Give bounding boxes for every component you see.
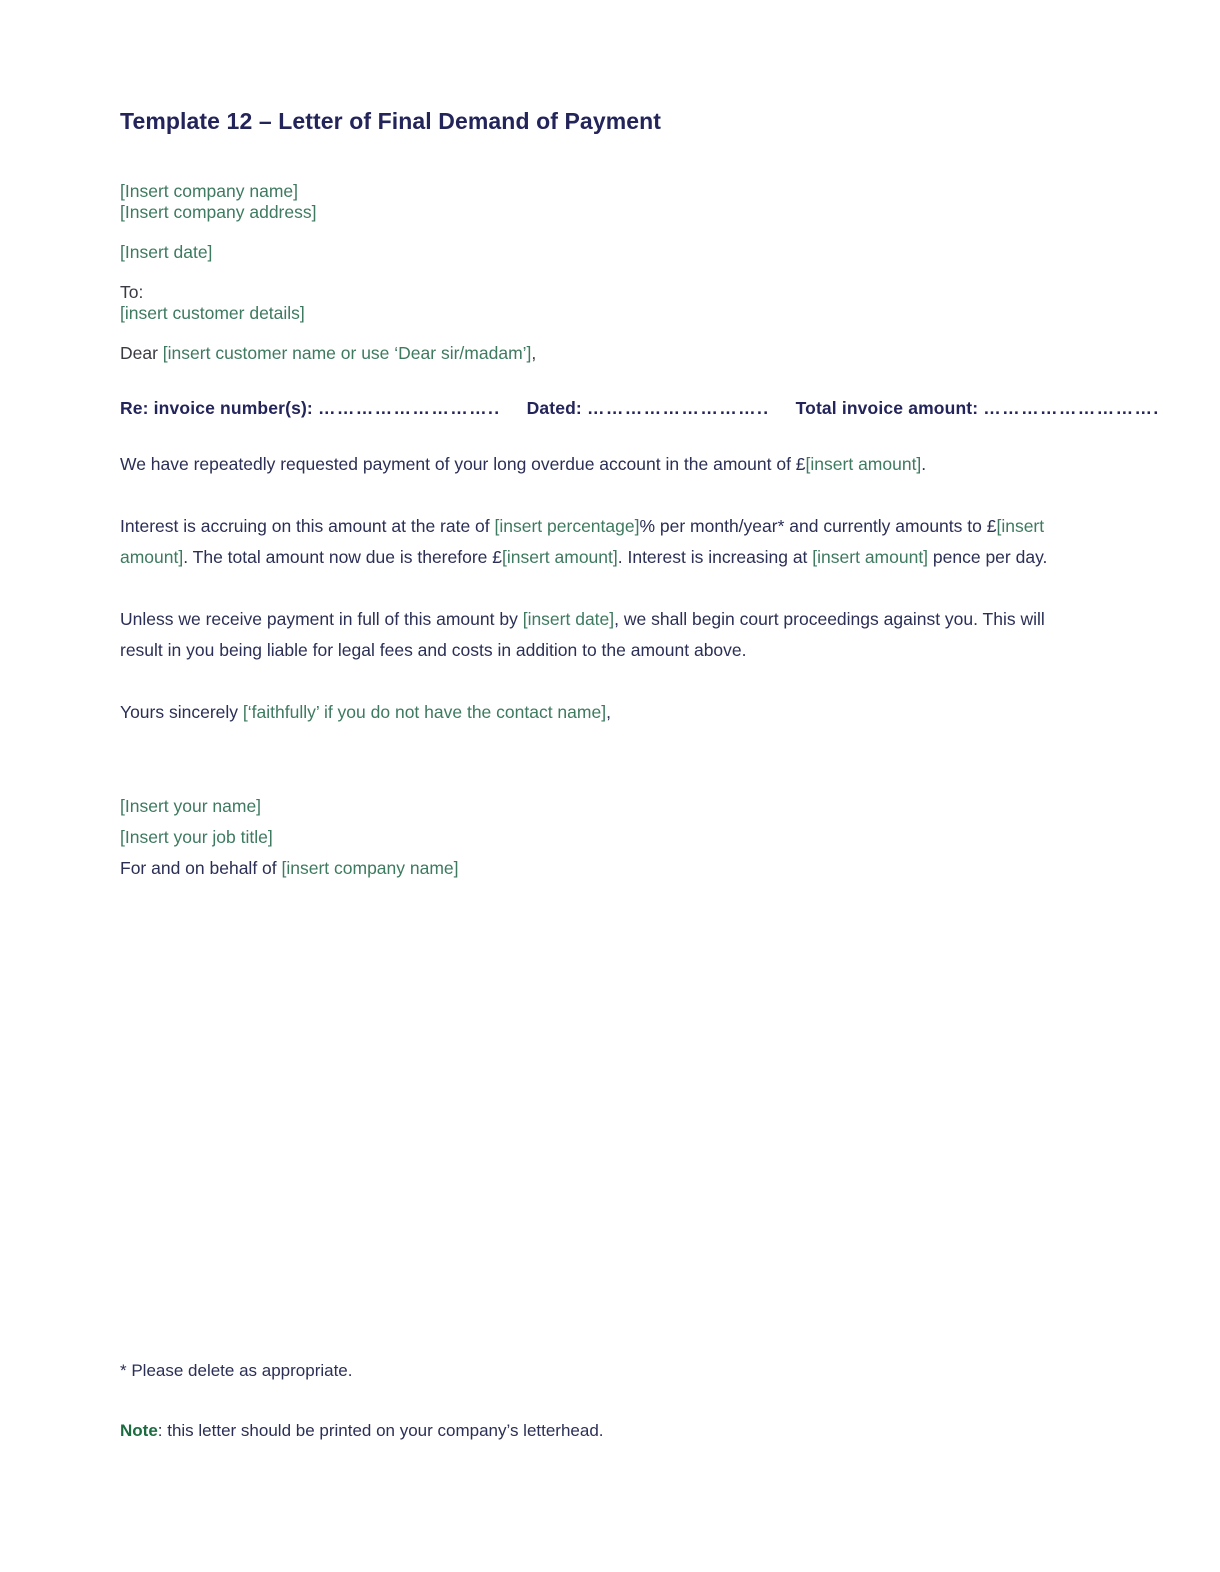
footnote-note-label: Note bbox=[120, 1421, 158, 1440]
letter-content bbox=[120, 108, 1160, 884]
total-invoice-amount-dots: ………………………. bbox=[983, 397, 1160, 418]
para1-text-b: . bbox=[921, 453, 927, 474]
invoice-number-dots: ……………………….. bbox=[317, 397, 501, 418]
sender-block bbox=[120, 181, 1100, 223]
paragraph-court-proceedings bbox=[120, 604, 1065, 666]
para2-placeholder-amount-2: [insert amount] bbox=[502, 546, 618, 567]
salutation-comma: , bbox=[531, 342, 537, 363]
signature-job-title: [Insert your job title] bbox=[120, 826, 273, 847]
date-block bbox=[120, 242, 1100, 263]
closing-comma: , bbox=[606, 701, 611, 722]
salutation-block bbox=[120, 343, 1100, 364]
footnote-asterisk-text: * Please delete as appropriate. bbox=[120, 1361, 353, 1380]
reference-line bbox=[120, 397, 1160, 419]
letter-date: [Insert date] bbox=[120, 241, 213, 262]
para2-placeholder-amount-3: [insert amount] bbox=[812, 546, 929, 567]
dated-dots: ……………………….. bbox=[586, 397, 770, 418]
para2-text-a: Interest is accruing on this amount at the rate of bbox=[120, 515, 495, 536]
para2-placeholder-amount-1: [insert amount] bbox=[120, 515, 1045, 567]
para1-text-a: We have repeatedly requested payment of your long overdue account in the amount of £ bbox=[120, 453, 806, 474]
salutation-placeholder: [insert customer name or use ‘Dear sir/madam’] bbox=[162, 342, 532, 363]
para1-placeholder-amount: [insert amount] bbox=[805, 453, 922, 474]
para2-text-e: pence per day. bbox=[928, 546, 1048, 567]
footnote-asterisk bbox=[120, 1360, 353, 1382]
footnote-note bbox=[120, 1420, 604, 1442]
signature-your-name: [Insert your name] bbox=[120, 795, 262, 816]
sender-company-name: [Insert company name] bbox=[120, 180, 298, 201]
paragraph-request bbox=[120, 449, 1100, 480]
invoice-number-label: Re: invoice number(s): bbox=[120, 397, 318, 418]
para3-placeholder-date: [insert date] bbox=[522, 608, 615, 629]
para3-text-b: , we shall begin court proceedings against you. This will result in you being liable for legal fees and costs in addition to the amount above. bbox=[120, 608, 1045, 660]
total-invoice-amount-label: Total invoice amount: bbox=[795, 397, 984, 418]
paragraph-interest bbox=[120, 511, 1062, 573]
para2-placeholder-percentage: [insert percentage] bbox=[494, 515, 640, 536]
para2-text-c: . The total amount now due is therefore £ bbox=[183, 546, 502, 567]
para2-text-b: % per month/year* and currently amounts to £ bbox=[639, 515, 997, 536]
signature-behalf-line bbox=[120, 853, 1100, 884]
recipient-block bbox=[120, 282, 1100, 324]
page-title: Template 12 – Letter of Final Demand of Payment bbox=[120, 108, 662, 134]
signature-behalf-label: For and on behalf of bbox=[120, 857, 282, 878]
footnote-note-text: : this letter should be printed on your company’s letterhead. bbox=[157, 1421, 604, 1440]
sender-company-address: [Insert company address] bbox=[120, 201, 317, 222]
dated-label: Dated: bbox=[526, 397, 587, 418]
recipient-customer-details: [insert customer details] bbox=[120, 302, 305, 323]
closing-text-a: Yours sincerely bbox=[120, 701, 243, 722]
closing-placeholder: [‘faithfully’ if you do not have the contact name] bbox=[242, 701, 607, 722]
para3-text-a: Unless we receive payment in full of this amount by bbox=[120, 608, 523, 629]
paragraph-closing bbox=[120, 697, 1100, 728]
salutation-greeting-text: Dear bbox=[120, 342, 163, 363]
para2-text-d: . Interest is increasing at bbox=[617, 546, 813, 567]
signature-block bbox=[120, 791, 1100, 884]
signature-behalf-placeholder: [insert company name] bbox=[281, 857, 459, 878]
recipient-to-label: To: bbox=[120, 281, 144, 302]
